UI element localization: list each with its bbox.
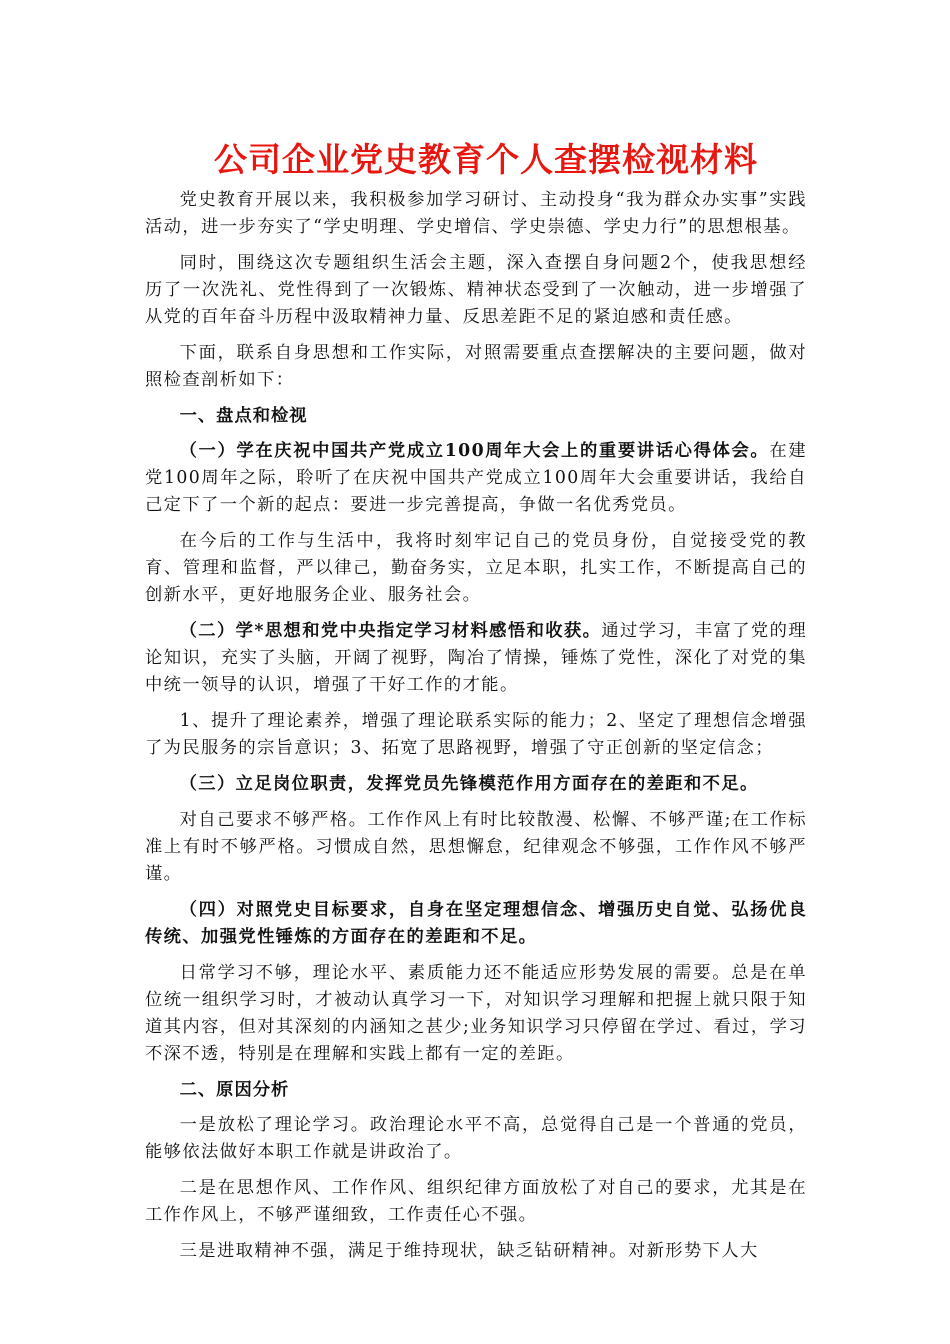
section-2-paragraph-1: 一是放松了理论学习。政治理论水平不高，总觉得自己是一个普通的党员，能够依法做好本职工作就是讲政治了。	[145, 1115, 807, 1162]
section-1-item-3-text: 对自己要求不够严格。工作作风上有时比较散漫、松懈、不够严谨;在工作标准上有时不够严格。习惯成自然，思想懈怠，纪律观念不够强，工作作风不够严谨。	[145, 810, 807, 884]
section-1-item-1-paragraph-2: 在今后的工作与生活中，我将时刻牢记自己的党员身份，自觉接受党的教育、管理和监督，严以律己，勤奋务实，立足本职，扎实工作，不断提高自己的创新水平，更好地服务企业、服务社会。	[145, 531, 807, 605]
section-2-paragraph-2: 二是在思想作风、工作作风、组织纪律方面放松了对自己的要求，尤其是在工作作风上，不够严谨细致，工作责任心不强。	[145, 1178, 807, 1225]
item-1-heading: （一）学在庆祝中国共产党成立100周年大会上的重要讲话心得体会。	[179, 441, 770, 461]
document-body	[145, 187, 807, 1274]
section-1-item-4-heading: （四）对照党史目标要求，自身在坚定理想信念、增强历史自觉、弘扬优良传统、加强党性锤炼的方面存在的差距和不足。	[145, 900, 807, 947]
section-1-item-2	[145, 618, 807, 699]
intro-paragraph-3: 下面，联系自身思想和工作实际，对照需要重点查摆解决的主要问题，做对照检查剖析如下：	[145, 343, 807, 390]
item-2-text: 通过学习，丰富了党的理论知识，充实了头脑，开阔了视野，陶冶了情操，锤炼了党性，深化了对党的集中统一领导的认识，增强了干好工作的才能。	[145, 621, 807, 695]
section-1-item-1	[145, 438, 807, 519]
section-1-item-3-heading: （三）立足岗位职责，发挥党员先锋模范作用方面存在的差距和不足。	[179, 774, 759, 794]
section-1-item-2-paragraph-2: 1、提升了理论素养，增强了理论联系实际的能力；2、坚定了理想信念增强了为民服务的宗旨意识；3、拓宽了思路视野，增强了守正创新的坚定信念；	[145, 711, 807, 758]
document-title: 公司企业党史教育个人查摆检视材料	[214, 140, 758, 179]
item-1-text: 在建党100周年之际，聆听了在庆祝中国共产党成立100周年大会重要讲话，我给自己定下了一个新的起点：要进一步完善提高，争做一名优秀党员。	[145, 441, 807, 515]
section-1-heading: 一、盘点和检视	[179, 406, 308, 426]
section-2-heading: 二、原因分析	[179, 1080, 290, 1100]
intro-paragraph-1: 党史教育开展以来，我积极参加学习研讨、主动投身“我为群众办实事”实践活动，进一步夯实了“学史明理、学史增信、学史崇德、学史力行”的思想根基。	[145, 190, 807, 237]
item-2-heading: （二）学*思想和党中央指定学习材料感悟和收获。	[179, 621, 602, 641]
intro-paragraph-2: 同时，围绕这次专题组织生活会主题，深入查摆自身问题2个，使我思想经历了一次洗礼、党性得到了一次锻炼、精神状态受到了一次触动，进一步增强了从党的百年奋斗历程中汲取精神力量、反思差距不足的紧迫感和责任感。	[145, 253, 807, 327]
section-2-paragraph-3: 三是进取精神不强，满足于维持现状，缺乏钻研精神。对新形势下人大	[179, 1241, 759, 1261]
section-1-item-4-text: 日常学习不够，理论水平、素质能力还不能适应形势发展的需要。总是在单位统一组织学习时，才被动认真学习一下，对知识学习理解和把握上就只限于知道其内容，但对其深刻的内涵知之甚少;业务知识学习只停留在学过、看过，学习不深不透，特别是在理解和实践上都有一定的差距。	[145, 963, 807, 1064]
